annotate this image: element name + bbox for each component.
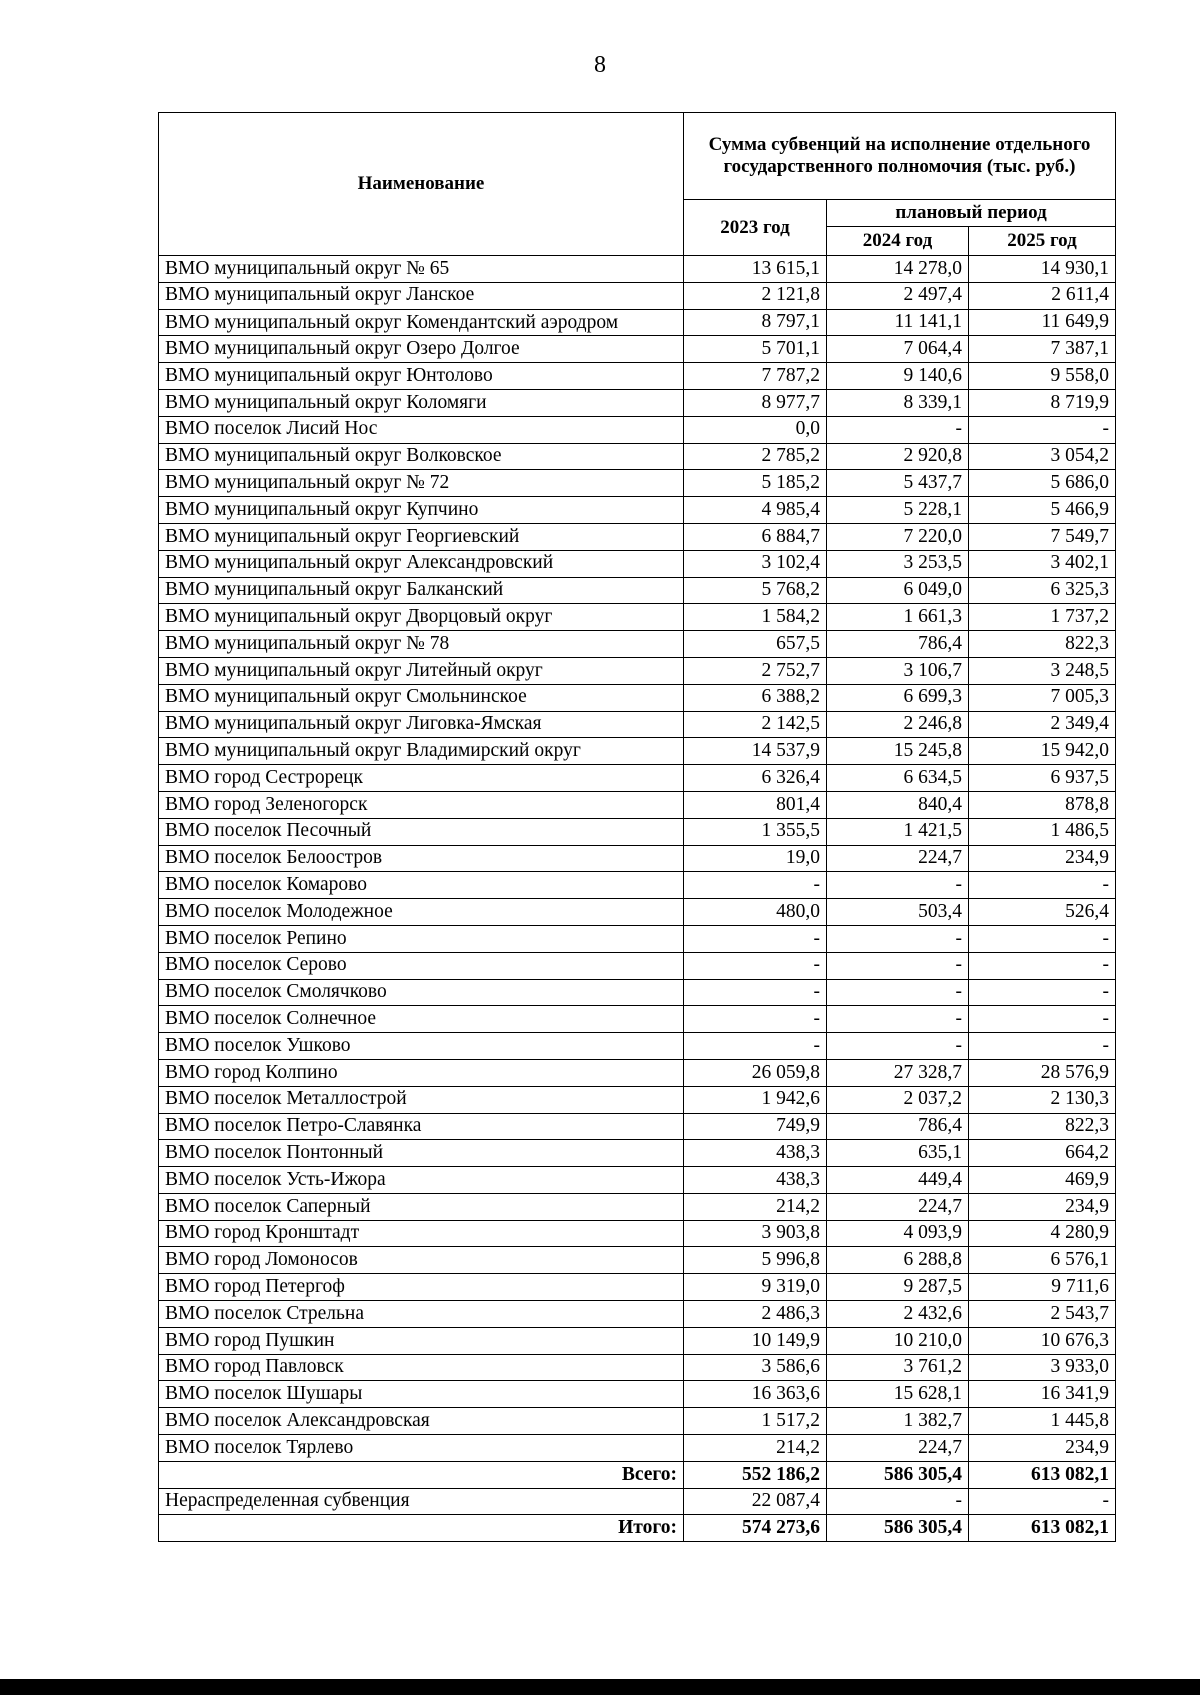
grand-total-row: [159, 1515, 1116, 1542]
row-name: ВМО муниципальный округ Лиговка-Ямская: [159, 711, 684, 738]
row-value-2023: 8 797,1: [684, 309, 827, 336]
table-row: [159, 979, 1116, 1006]
row-value-2023: 13 615,1: [684, 256, 827, 283]
table-row: [159, 470, 1116, 497]
table-row: [159, 1354, 1116, 1381]
row-value-2025: 6 937,5: [969, 765, 1116, 792]
row-value-2023: -: [684, 1033, 827, 1060]
row-value-2023: 6 884,7: [684, 523, 827, 550]
row-value-2025: 234,9: [969, 1193, 1116, 1220]
table-row: [159, 443, 1116, 470]
row-value-2025: 1 445,8: [969, 1408, 1116, 1435]
row-value-2023: 10 149,9: [684, 1327, 827, 1354]
table-row: [159, 1193, 1116, 1220]
total-label: Всего:: [159, 1461, 684, 1488]
row-name: ВМО поселок Молодежное: [159, 899, 684, 926]
row-name: ВМО муниципальный округ Балканский: [159, 577, 684, 604]
row-value-2024: -: [827, 872, 969, 899]
row-value-2024: 1 661,3: [827, 604, 969, 631]
row-value-2024: 2 246,8: [827, 711, 969, 738]
table-row: [159, 684, 1116, 711]
row-name: ВМО поселок Лисий Нос: [159, 416, 684, 443]
row-name: ВМО муниципальный округ Дворцовый округ: [159, 604, 684, 631]
row-value-2025: 14 930,1: [969, 256, 1116, 283]
table-row: [159, 631, 1116, 658]
unallocated-row: [159, 1488, 1116, 1515]
table-row: [159, 282, 1116, 309]
row-value-2024: 224,7: [827, 845, 969, 872]
row-value-2024: 503,4: [827, 899, 969, 926]
row-value-2024: 5 228,1: [827, 497, 969, 524]
row-name: ВМО муниципальный округ Владимирский округ: [159, 738, 684, 765]
row-name: ВМО город Зеленогорск: [159, 791, 684, 818]
row-value-2025: 664,2: [969, 1140, 1116, 1167]
row-name: ВМО муниципальный округ Ланское: [159, 282, 684, 309]
row-value-2024: 635,1: [827, 1140, 969, 1167]
row-name: ВМО поселок Солнечное: [159, 1006, 684, 1033]
row-name: ВМО муниципальный округ Литейный округ: [159, 657, 684, 684]
grand-total-2024: 586 305,4: [827, 1515, 969, 1542]
header-year-2023: 2023 год: [684, 200, 827, 256]
row-value-2023: 4 985,4: [684, 497, 827, 524]
row-value-2025: 1 737,2: [969, 604, 1116, 631]
table-row: [159, 657, 1116, 684]
row-value-2025: 6 325,3: [969, 577, 1116, 604]
row-value-2025: -: [969, 925, 1116, 952]
table-row: [159, 1059, 1116, 1086]
row-name: ВМО муниципальный округ Купчино: [159, 497, 684, 524]
row-value-2024: 7 220,0: [827, 523, 969, 550]
row-name: ВМО город Кронштадт: [159, 1220, 684, 1247]
row-value-2023: 3 102,4: [684, 550, 827, 577]
row-value-2023: 1 355,5: [684, 818, 827, 845]
row-value-2023: 657,5: [684, 631, 827, 658]
row-value-2023: 26 059,8: [684, 1059, 827, 1086]
table-row: [159, 899, 1116, 926]
row-value-2025: 822,3: [969, 631, 1116, 658]
row-value-2025: 4 280,9: [969, 1220, 1116, 1247]
table-row: [159, 1301, 1116, 1328]
row-value-2025: 7 005,3: [969, 684, 1116, 711]
table-row: [159, 497, 1116, 524]
table-row: [159, 711, 1116, 738]
table-row: [159, 1381, 1116, 1408]
row-value-2025: 5 686,0: [969, 470, 1116, 497]
total-2023: 552 186,2: [684, 1461, 827, 1488]
table-row: [159, 791, 1116, 818]
row-value-2023: 2 121,8: [684, 282, 827, 309]
table-row: [159, 738, 1116, 765]
table-row: [159, 818, 1116, 845]
row-value-2024: 2 037,2: [827, 1086, 969, 1113]
row-value-2025: 16 341,9: [969, 1381, 1116, 1408]
table-footer: [159, 1461, 1116, 1541]
row-value-2024: -: [827, 1033, 969, 1060]
row-value-2025: 6 576,1: [969, 1247, 1116, 1274]
row-value-2024: 15 628,1: [827, 1381, 969, 1408]
row-name: ВМО поселок Металлострой: [159, 1086, 684, 1113]
row-value-2025: 526,4: [969, 899, 1116, 926]
row-value-2025: 8 719,9: [969, 389, 1116, 416]
row-name: ВМО муниципальный округ Александровский: [159, 550, 684, 577]
header-name: Наименование: [159, 113, 684, 256]
row-value-2023: 1 584,2: [684, 604, 827, 631]
row-name: ВМО муниципальный округ Георгиевский: [159, 523, 684, 550]
table-row: [159, 389, 1116, 416]
row-value-2024: 224,7: [827, 1435, 969, 1462]
row-value-2023: 5 768,2: [684, 577, 827, 604]
row-value-2024: 2 432,6: [827, 1301, 969, 1328]
table-row: [159, 952, 1116, 979]
table-row: [159, 1274, 1116, 1301]
table-row: [159, 1140, 1116, 1167]
row-name: ВМО поселок Шушары: [159, 1381, 684, 1408]
row-name: ВМО муниципальный округ Смольнинское: [159, 684, 684, 711]
unallocated-name: Нераспределенная субвенция: [159, 1488, 684, 1515]
unallocated-2025: -: [969, 1488, 1116, 1515]
grand-total-label: Итого:: [159, 1515, 684, 1542]
row-value-2024: 449,4: [827, 1167, 969, 1194]
row-name: ВМО город Сестрорецк: [159, 765, 684, 792]
table-row: [159, 550, 1116, 577]
total-row: [159, 1461, 1116, 1488]
table-row: [159, 1167, 1116, 1194]
row-value-2024: -: [827, 1006, 969, 1033]
header-year-2024: 2024 год: [827, 227, 969, 256]
row-value-2024: -: [827, 952, 969, 979]
row-value-2024: 5 437,7: [827, 470, 969, 497]
row-value-2024: 9 287,5: [827, 1274, 969, 1301]
table-row: [159, 765, 1116, 792]
table-row: [159, 1408, 1116, 1435]
subvention-table: [158, 112, 1116, 1542]
row-value-2025: 822,3: [969, 1113, 1116, 1140]
row-value-2023: 438,3: [684, 1140, 827, 1167]
row-value-2025: -: [969, 979, 1116, 1006]
row-value-2025: 878,8: [969, 791, 1116, 818]
row-name: ВМО поселок Петро-Славянка: [159, 1113, 684, 1140]
row-value-2023: 19,0: [684, 845, 827, 872]
row-value-2024: 1 382,7: [827, 1408, 969, 1435]
row-name: ВМО город Петергоф: [159, 1274, 684, 1301]
row-value-2023: 3 586,6: [684, 1354, 827, 1381]
row-value-2024: 9 140,6: [827, 363, 969, 390]
row-value-2023: 6 388,2: [684, 684, 827, 711]
row-value-2024: 15 245,8: [827, 738, 969, 765]
row-value-2025: 2 349,4: [969, 711, 1116, 738]
row-value-2023: -: [684, 952, 827, 979]
row-value-2023: 2 785,2: [684, 443, 827, 470]
row-value-2024: 8 339,1: [827, 389, 969, 416]
row-value-2023: 214,2: [684, 1193, 827, 1220]
table-row: [159, 604, 1116, 631]
row-name: ВМО муниципальный округ № 65: [159, 256, 684, 283]
row-value-2024: -: [827, 979, 969, 1006]
row-name: ВМО муниципальный округ Юнтолово: [159, 363, 684, 390]
row-value-2024: 27 328,7: [827, 1059, 969, 1086]
row-value-2025: 5 466,9: [969, 497, 1116, 524]
row-value-2025: 7 387,1: [969, 336, 1116, 363]
row-name: ВМО поселок Ушково: [159, 1033, 684, 1060]
row-value-2024: 10 210,0: [827, 1327, 969, 1354]
row-value-2023: 2 142,5: [684, 711, 827, 738]
row-value-2025: 234,9: [969, 1435, 1116, 1462]
row-value-2024: 2 920,8: [827, 443, 969, 470]
row-value-2024: -: [827, 416, 969, 443]
row-value-2024: 7 064,4: [827, 336, 969, 363]
grand-total-2023: 574 273,6: [684, 1515, 827, 1542]
row-value-2025: 7 549,7: [969, 523, 1116, 550]
row-value-2025: 2 130,3: [969, 1086, 1116, 1113]
row-value-2023: 2 486,3: [684, 1301, 827, 1328]
row-name: ВМО поселок Усть-Ижора: [159, 1167, 684, 1194]
row-value-2024: 3 761,2: [827, 1354, 969, 1381]
row-value-2023: -: [684, 872, 827, 899]
row-value-2023: 749,9: [684, 1113, 827, 1140]
row-name: ВМО город Ломоносов: [159, 1247, 684, 1274]
header-amount-title: Сумма субвенций на исполнение отдельного государственного полномочия (тыс. руб.): [684, 113, 1116, 200]
table-row: [159, 577, 1116, 604]
page-number: 8: [594, 52, 606, 78]
row-name: ВМО муниципальный округ Комендантский аэродром: [159, 309, 684, 336]
row-name: ВМО поселок Смолячково: [159, 979, 684, 1006]
row-name: ВМО поселок Понтонный: [159, 1140, 684, 1167]
table-row: [159, 872, 1116, 899]
row-value-2025: 9 711,6: [969, 1274, 1116, 1301]
table-row: [159, 845, 1116, 872]
row-value-2023: 16 363,6: [684, 1381, 827, 1408]
row-value-2023: 801,4: [684, 791, 827, 818]
row-value-2025: 11 649,9: [969, 309, 1116, 336]
table-row: [159, 523, 1116, 550]
row-value-2025: 3 054,2: [969, 443, 1116, 470]
table-row: [159, 1086, 1116, 1113]
row-value-2023: 1 942,6: [684, 1086, 827, 1113]
table-body: [159, 256, 1116, 1462]
row-value-2023: -: [684, 925, 827, 952]
row-value-2024: 6 288,8: [827, 1247, 969, 1274]
table-row: [159, 416, 1116, 443]
unallocated-2023: 22 087,4: [684, 1488, 827, 1515]
row-name: ВМО муниципальный округ Волковское: [159, 443, 684, 470]
row-name: ВМО поселок Тярлево: [159, 1435, 684, 1462]
row-value-2025: -: [969, 1033, 1116, 1060]
header-planning-period: плановый период: [827, 200, 1116, 227]
table-row: [159, 1435, 1116, 1462]
table-row: [159, 1220, 1116, 1247]
row-value-2025: 3 248,5: [969, 657, 1116, 684]
row-value-2023: 5 185,2: [684, 470, 827, 497]
row-value-2025: 1 486,5: [969, 818, 1116, 845]
row-value-2024: 6 049,0: [827, 577, 969, 604]
row-value-2025: 9 558,0: [969, 363, 1116, 390]
table-row: [159, 336, 1116, 363]
row-name: ВМО поселок Серово: [159, 952, 684, 979]
table-row: [159, 309, 1116, 336]
header-year-2025: 2025 год: [969, 227, 1116, 256]
row-name: ВМО поселок Стрельна: [159, 1301, 684, 1328]
row-value-2025: -: [969, 416, 1116, 443]
row-name: ВМО муниципальный округ Коломяги: [159, 389, 684, 416]
table-row: [159, 256, 1116, 283]
row-value-2023: 2 752,7: [684, 657, 827, 684]
row-value-2024: 4 093,9: [827, 1220, 969, 1247]
scan-edge-bar: [0, 1679, 1200, 1695]
row-value-2025: 2 611,4: [969, 282, 1116, 309]
table-row: [159, 1327, 1116, 1354]
row-value-2025: -: [969, 872, 1116, 899]
row-value-2024: 11 141,1: [827, 309, 969, 336]
row-name: ВМО поселок Саперный: [159, 1193, 684, 1220]
row-name: ВМО город Колпино: [159, 1059, 684, 1086]
row-value-2023: 5 701,1: [684, 336, 827, 363]
row-value-2024: 6 634,5: [827, 765, 969, 792]
row-value-2023: 3 903,8: [684, 1220, 827, 1247]
row-value-2024: 786,4: [827, 631, 969, 658]
row-value-2024: 1 421,5: [827, 818, 969, 845]
row-value-2025: -: [969, 1006, 1116, 1033]
row-value-2025: 28 576,9: [969, 1059, 1116, 1086]
row-value-2023: 480,0: [684, 899, 827, 926]
table-row: [159, 925, 1116, 952]
row-name: ВМО поселок Песочный: [159, 818, 684, 845]
row-name: ВМО муниципальный округ № 72: [159, 470, 684, 497]
row-value-2023: 214,2: [684, 1435, 827, 1462]
row-value-2023: 14 537,9: [684, 738, 827, 765]
row-name: ВМО город Пушкин: [159, 1327, 684, 1354]
row-value-2024: 3 106,7: [827, 657, 969, 684]
row-value-2024: 2 497,4: [827, 282, 969, 309]
row-value-2025: 10 676,3: [969, 1327, 1116, 1354]
row-value-2025: 15 942,0: [969, 738, 1116, 765]
row-value-2024: 840,4: [827, 791, 969, 818]
row-name: ВМО поселок Репино: [159, 925, 684, 952]
table-row: [159, 1247, 1116, 1274]
row-value-2023: -: [684, 979, 827, 1006]
row-name: ВМО муниципальный округ Озеро Долгое: [159, 336, 684, 363]
grand-total-2025: 613 082,1: [969, 1515, 1116, 1542]
row-value-2024: 224,7: [827, 1193, 969, 1220]
table-row: [159, 363, 1116, 390]
row-name: ВМО город Павловск: [159, 1354, 684, 1381]
table-row: [159, 1033, 1116, 1060]
table-row: [159, 1006, 1116, 1033]
row-name: ВМО поселок Белоостров: [159, 845, 684, 872]
table-row: [159, 1113, 1116, 1140]
row-value-2025: -: [969, 952, 1116, 979]
total-2025: 613 082,1: [969, 1461, 1116, 1488]
row-value-2024: -: [827, 925, 969, 952]
total-2024: 586 305,4: [827, 1461, 969, 1488]
row-value-2023: 5 996,8: [684, 1247, 827, 1274]
row-value-2023: 1 517,2: [684, 1408, 827, 1435]
row-name: ВМО поселок Александровская: [159, 1408, 684, 1435]
row-value-2023: 9 319,0: [684, 1274, 827, 1301]
row-value-2023: 7 787,2: [684, 363, 827, 390]
row-value-2025: 469,9: [969, 1167, 1116, 1194]
row-value-2023: 8 977,7: [684, 389, 827, 416]
row-value-2023: 0,0: [684, 416, 827, 443]
row-name: ВМО муниципальный округ № 78: [159, 631, 684, 658]
row-value-2023: 6 326,4: [684, 765, 827, 792]
row-name: ВМО поселок Комарово: [159, 872, 684, 899]
row-value-2024: 6 699,3: [827, 684, 969, 711]
row-value-2025: 234,9: [969, 845, 1116, 872]
row-value-2024: 786,4: [827, 1113, 969, 1140]
row-value-2024: 14 278,0: [827, 256, 969, 283]
row-value-2024: 3 253,5: [827, 550, 969, 577]
row-value-2023: -: [684, 1006, 827, 1033]
row-value-2025: 3 933,0: [969, 1354, 1116, 1381]
row-value-2023: 438,3: [684, 1167, 827, 1194]
unallocated-2024: -: [827, 1488, 969, 1515]
row-value-2025: 3 402,1: [969, 550, 1116, 577]
row-value-2025: 2 543,7: [969, 1301, 1116, 1328]
